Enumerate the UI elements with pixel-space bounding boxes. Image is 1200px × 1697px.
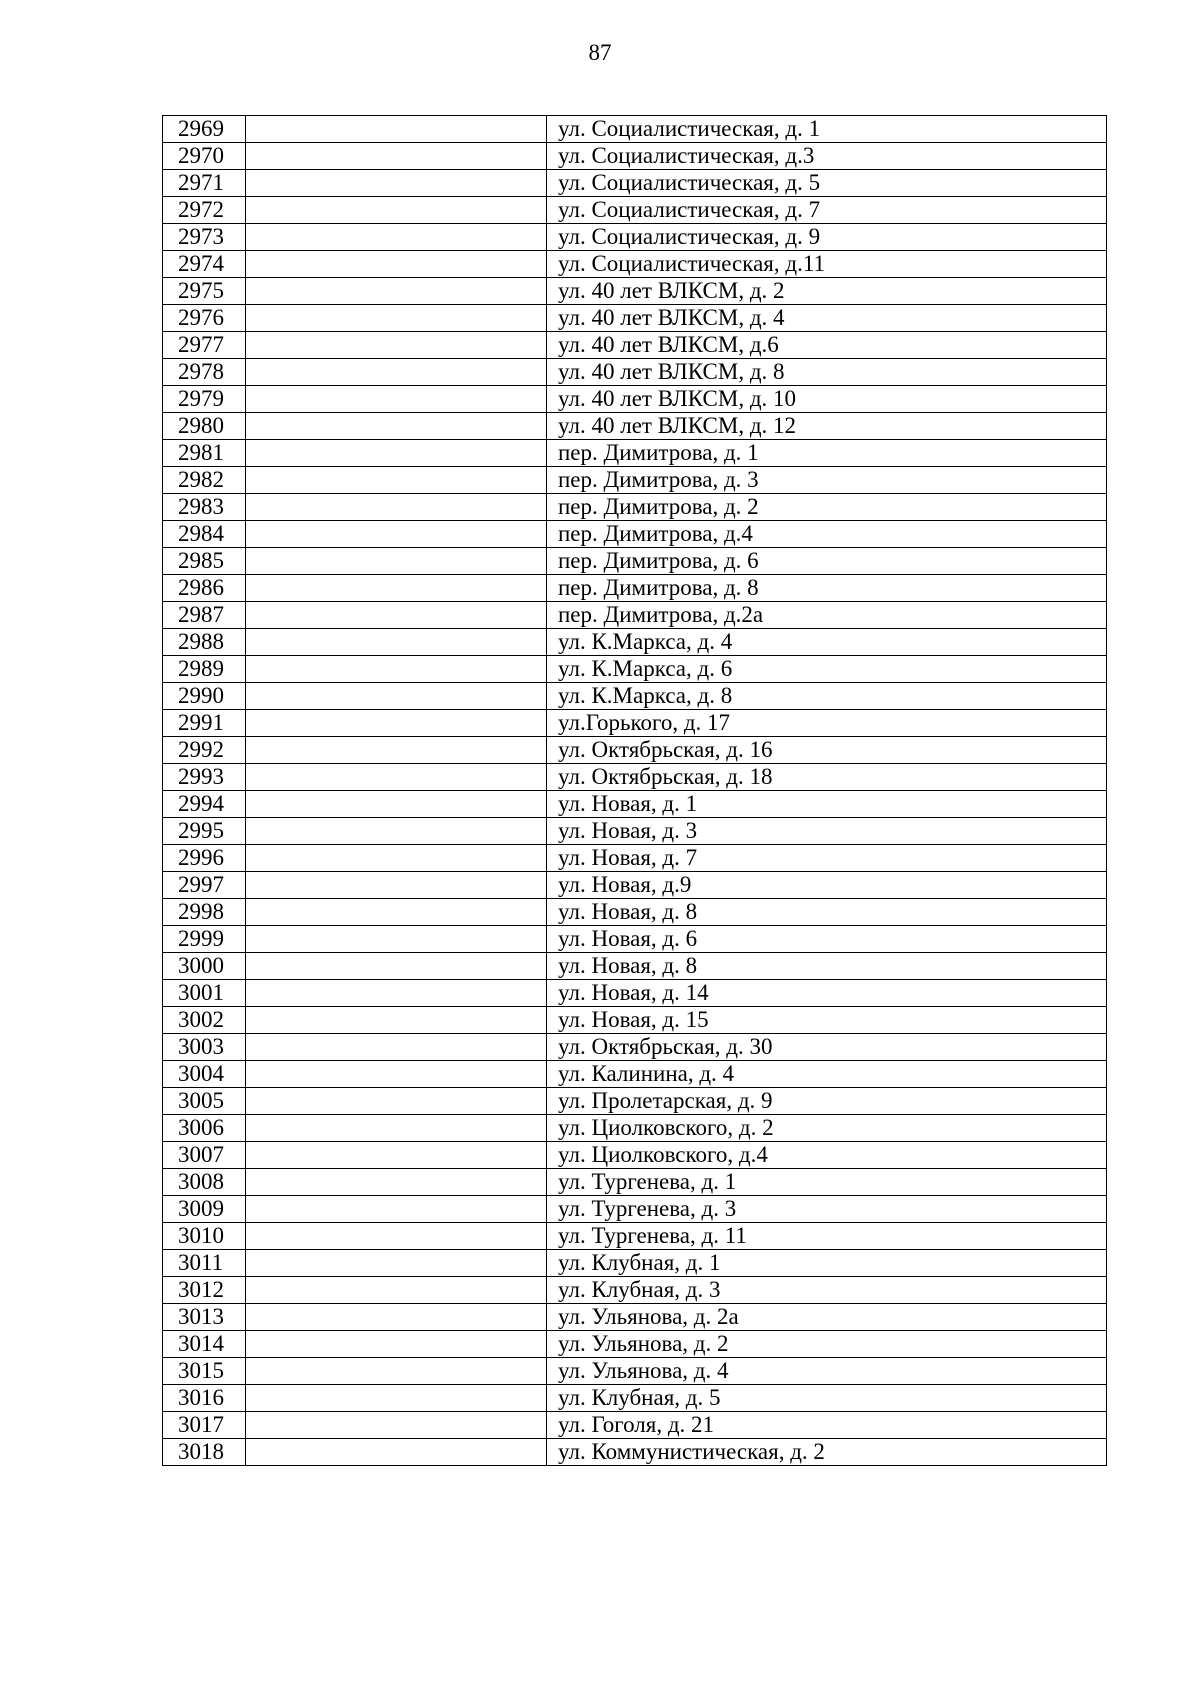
empty-cell	[246, 1007, 547, 1034]
address-cell: ул. Клубная, д. 1	[547, 1250, 1107, 1277]
table-row	[163, 116, 1107, 143]
table-row	[163, 1385, 1107, 1412]
table-row	[163, 737, 1107, 764]
empty-cell	[246, 305, 547, 332]
row-number-cell: 3003	[163, 1034, 246, 1061]
table-row	[163, 1142, 1107, 1169]
empty-cell	[246, 656, 547, 683]
row-number-cell: 3002	[163, 1007, 246, 1034]
address-cell: ул. Ульянова, д. 4	[547, 1358, 1107, 1385]
empty-cell	[246, 224, 547, 251]
table-row	[163, 1061, 1107, 1088]
table-row	[163, 1358, 1107, 1385]
address-cell: ул. К.Маркса, д. 8	[547, 683, 1107, 710]
row-number-cell: 3010	[163, 1223, 246, 1250]
empty-cell	[246, 791, 547, 818]
row-number-cell: 2998	[163, 899, 246, 926]
row-number-cell: 2992	[163, 737, 246, 764]
address-cell: ул. Социалистическая, д. 9	[547, 224, 1107, 251]
address-cell: ул. Ульянова, д. 2	[547, 1331, 1107, 1358]
empty-cell	[246, 1412, 547, 1439]
table-row	[163, 1088, 1107, 1115]
row-number-cell: 3004	[163, 1061, 246, 1088]
empty-cell	[246, 1169, 547, 1196]
table-row	[163, 602, 1107, 629]
empty-cell	[246, 1439, 547, 1466]
table-row	[163, 1439, 1107, 1466]
address-cell: ул. Социалистическая, д. 7	[547, 197, 1107, 224]
empty-cell	[246, 899, 547, 926]
empty-cell	[246, 1061, 547, 1088]
table-row	[163, 1277, 1107, 1304]
row-number-cell: 2983	[163, 494, 246, 521]
address-cell: пер. Димитрова, д. 1	[547, 440, 1107, 467]
address-cell: ул. Октябрьская, д. 16	[547, 737, 1107, 764]
empty-cell	[246, 872, 547, 899]
row-number-cell: 2997	[163, 872, 246, 899]
empty-cell	[246, 521, 547, 548]
table-row	[163, 386, 1107, 413]
table-row	[163, 332, 1107, 359]
address-cell: пер. Димитрова, д. 2	[547, 494, 1107, 521]
row-number-cell: 2994	[163, 791, 246, 818]
table-row	[163, 413, 1107, 440]
empty-cell	[246, 359, 547, 386]
table-row	[163, 629, 1107, 656]
empty-cell	[246, 1304, 547, 1331]
row-number-cell: 2999	[163, 926, 246, 953]
empty-cell	[246, 926, 547, 953]
row-number-cell: 3014	[163, 1331, 246, 1358]
row-number-cell: 3006	[163, 1115, 246, 1142]
row-number-cell: 3008	[163, 1169, 246, 1196]
row-number-cell: 2995	[163, 818, 246, 845]
empty-cell	[246, 764, 547, 791]
row-number-cell: 2996	[163, 845, 246, 872]
address-cell: ул. Тургенева, д. 11	[547, 1223, 1107, 1250]
row-number-cell: 2974	[163, 251, 246, 278]
row-number-cell: 2980	[163, 413, 246, 440]
table-row	[163, 1304, 1107, 1331]
address-cell: ул. Клубная, д. 3	[547, 1277, 1107, 1304]
table-row	[163, 467, 1107, 494]
row-number-cell: 2970	[163, 143, 246, 170]
table-row	[163, 224, 1107, 251]
table-row	[163, 359, 1107, 386]
row-number-cell: 3016	[163, 1385, 246, 1412]
row-number-cell: 3017	[163, 1412, 246, 1439]
address-cell: пер. Димитрова, д. 8	[547, 575, 1107, 602]
table-row	[163, 980, 1107, 1007]
address-cell: ул. Калинина, д. 4	[547, 1061, 1107, 1088]
empty-cell	[246, 845, 547, 872]
address-cell: ул. Социалистическая, д.11	[547, 251, 1107, 278]
address-cell: пер. Димитрова, д.4	[547, 521, 1107, 548]
empty-cell	[246, 467, 547, 494]
table-row	[163, 197, 1107, 224]
empty-cell	[246, 440, 547, 467]
empty-cell	[246, 1142, 547, 1169]
table-row	[163, 683, 1107, 710]
table-row	[163, 305, 1107, 332]
table-row	[163, 1034, 1107, 1061]
row-number-cell: 3005	[163, 1088, 246, 1115]
row-number-cell: 2969	[163, 116, 246, 143]
row-number-cell: 3013	[163, 1304, 246, 1331]
address-cell: ул. 40 лет ВЛКСМ, д. 4	[547, 305, 1107, 332]
row-number-cell: 3018	[163, 1439, 246, 1466]
table-row	[163, 1331, 1107, 1358]
row-number-cell: 2977	[163, 332, 246, 359]
address-cell: ул.Горького, д. 17	[547, 710, 1107, 737]
address-cell: ул. Новая, д. 15	[547, 1007, 1107, 1034]
row-number-cell: 3009	[163, 1196, 246, 1223]
row-number-cell: 2971	[163, 170, 246, 197]
table-row	[163, 170, 1107, 197]
address-cell: ул. Циолковского, д.4	[547, 1142, 1107, 1169]
row-number-cell: 3000	[163, 953, 246, 980]
address-cell: ул. 40 лет ВЛКСМ, д. 2	[547, 278, 1107, 305]
address-cell: ул. Циолковского, д. 2	[547, 1115, 1107, 1142]
address-cell: ул. Клубная, д. 5	[547, 1385, 1107, 1412]
empty-cell	[246, 710, 547, 737]
table-row	[163, 143, 1107, 170]
row-number-cell: 3011	[163, 1250, 246, 1277]
empty-cell	[246, 170, 547, 197]
table-row	[163, 899, 1107, 926]
row-number-cell: 2993	[163, 764, 246, 791]
empty-cell	[246, 602, 547, 629]
table-row	[163, 1115, 1107, 1142]
page-number: 87	[588, 40, 612, 65]
table-row	[163, 494, 1107, 521]
table-row	[163, 656, 1107, 683]
row-number-cell: 2985	[163, 548, 246, 575]
row-number-cell: 2986	[163, 575, 246, 602]
address-cell: ул. Октябрьская, д. 30	[547, 1034, 1107, 1061]
empty-cell	[246, 737, 547, 764]
row-number-cell: 2976	[163, 305, 246, 332]
address-cell: ул. Пролетарская, д. 9	[547, 1088, 1107, 1115]
address-cell: пер. Димитрова, д. 6	[547, 548, 1107, 575]
address-cell: пер. Димитрова, д. 3	[547, 467, 1107, 494]
table-row	[163, 710, 1107, 737]
table-row	[163, 1169, 1107, 1196]
address-cell: ул. Новая, д. 8	[547, 899, 1107, 926]
table-row	[163, 1223, 1107, 1250]
address-cell: ул. Коммунистическая, д. 2	[547, 1439, 1107, 1466]
table-row	[163, 575, 1107, 602]
table-row	[163, 278, 1107, 305]
address-cell: ул. 40 лет ВЛКСМ, д. 8	[547, 359, 1107, 386]
address-table	[162, 115, 1107, 1466]
row-number-cell: 2984	[163, 521, 246, 548]
address-table-body	[163, 116, 1107, 1466]
address-cell: ул. Новая, д. 1	[547, 791, 1107, 818]
table-row	[163, 764, 1107, 791]
address-cell: ул. К.Маркса, д. 4	[547, 629, 1107, 656]
table-row	[163, 251, 1107, 278]
empty-cell	[246, 251, 547, 278]
table-row	[163, 521, 1107, 548]
row-number-cell: 2989	[163, 656, 246, 683]
empty-cell	[246, 494, 547, 521]
row-number-cell: 2991	[163, 710, 246, 737]
empty-cell	[246, 143, 547, 170]
empty-cell	[246, 1115, 547, 1142]
address-cell: ул. Социалистическая, д. 1	[547, 116, 1107, 143]
empty-cell	[246, 278, 547, 305]
empty-cell	[246, 1385, 547, 1412]
empty-cell	[246, 953, 547, 980]
address-cell: ул. Новая, д. 6	[547, 926, 1107, 953]
empty-cell	[246, 1250, 547, 1277]
empty-cell	[246, 332, 547, 359]
address-cell: ул. Новая, д. 8	[547, 953, 1107, 980]
address-cell: ул. Социалистическая, д. 5	[547, 170, 1107, 197]
address-cell: ул. К.Маркса, д. 6	[547, 656, 1107, 683]
row-number-cell: 2978	[163, 359, 246, 386]
table-row	[163, 926, 1107, 953]
address-cell: пер. Димитрова, д.2а	[547, 602, 1107, 629]
address-cell: ул. Тургенева, д. 1	[547, 1169, 1107, 1196]
empty-cell	[246, 818, 547, 845]
row-number-cell: 2979	[163, 386, 246, 413]
row-number-cell: 3015	[163, 1358, 246, 1385]
empty-cell	[246, 1088, 547, 1115]
address-cell: ул. Ульянова, д. 2а	[547, 1304, 1107, 1331]
address-cell: ул. Новая, д. 3	[547, 818, 1107, 845]
empty-cell	[246, 980, 547, 1007]
row-number-cell: 2990	[163, 683, 246, 710]
empty-cell	[246, 386, 547, 413]
table-row	[163, 872, 1107, 899]
empty-cell	[246, 548, 547, 575]
table-row	[163, 1007, 1107, 1034]
address-cell: ул. Тургенева, д. 3	[547, 1196, 1107, 1223]
table-row	[163, 953, 1107, 980]
address-cell: ул. 40 лет ВЛКСМ, д. 10	[547, 386, 1107, 413]
address-cell: ул. 40 лет ВЛКСМ, д. 12	[547, 413, 1107, 440]
empty-cell	[246, 116, 547, 143]
table-row	[163, 1196, 1107, 1223]
table-row	[163, 1412, 1107, 1439]
empty-cell	[246, 683, 547, 710]
empty-cell	[246, 413, 547, 440]
address-cell: ул. 40 лет ВЛКСМ, д.6	[547, 332, 1107, 359]
row-number-cell: 2973	[163, 224, 246, 251]
empty-cell	[246, 1034, 547, 1061]
empty-cell	[246, 629, 547, 656]
address-cell: ул. Гоголя, д. 21	[547, 1412, 1107, 1439]
empty-cell	[246, 1196, 547, 1223]
table-row	[163, 548, 1107, 575]
address-cell: ул. Октябрьская, д. 18	[547, 764, 1107, 791]
row-number-cell: 2972	[163, 197, 246, 224]
row-number-cell: 3007	[163, 1142, 246, 1169]
row-number-cell: 2987	[163, 602, 246, 629]
address-cell: ул. Социалистическая, д.3	[547, 143, 1107, 170]
empty-cell	[246, 575, 547, 602]
row-number-cell: 3012	[163, 1277, 246, 1304]
row-number-cell: 2982	[163, 467, 246, 494]
empty-cell	[246, 1223, 547, 1250]
table-row	[163, 818, 1107, 845]
row-number-cell: 2975	[163, 278, 246, 305]
address-cell: ул. Новая, д.9	[547, 872, 1107, 899]
empty-cell	[246, 1331, 547, 1358]
table-row	[163, 1250, 1107, 1277]
address-cell: ул. Новая, д. 14	[547, 980, 1107, 1007]
empty-cell	[246, 197, 547, 224]
row-number-cell: 3001	[163, 980, 246, 1007]
row-number-cell: 2981	[163, 440, 246, 467]
row-number-cell: 2988	[163, 629, 246, 656]
address-cell: ул. Новая, д. 7	[547, 845, 1107, 872]
empty-cell	[246, 1358, 547, 1385]
table-row	[163, 791, 1107, 818]
empty-cell	[246, 1277, 547, 1304]
table-row	[163, 845, 1107, 872]
table-row	[163, 440, 1107, 467]
